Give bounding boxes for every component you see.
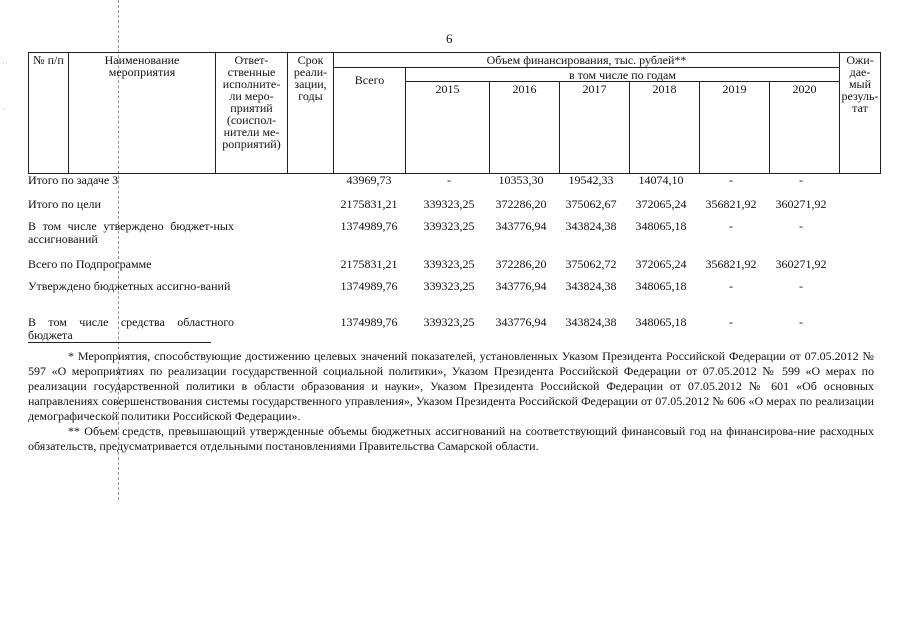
row-label: Итого по задаче 3 [28,173,119,187]
footnote-presidential-decrees: * Мероприятия, способствующие достижению целевых значений показателей, установленных Указом Президента Российской Федерации от 07.05.2012 № 597 «О мероприятиях по реализации государственной социальной политики», Указом Президента Российской Федерации от 07.05.2012 № 599 «О мерах по реализации государственной политики в области образования и науки», Указом Президента Российской Федерации от 07.05.2012 № 601 «Об основных направлениях совершенствования системы государственного управления», Указом Президента Российской Федерации от 07.05.2012 № 606 «О мерах по реализации демографической политики Российской Федерации». [28,349,874,423]
cell-2015: 339323,25 [423,197,475,211]
cell-total: 1374989,76 [340,219,398,233]
header-number: № п/п [29,53,69,174]
cell-2018: 348065,18 [635,279,687,293]
header-year-2016: 2016 [490,82,560,174]
header-year-2020: 2020 [770,82,840,174]
cell-2018: 372065,24 [635,257,687,271]
header-year-2019: 2019 [700,82,770,174]
cell-2018: 348065,18 [635,219,687,233]
footnote-excess-funding: ** Объем средств, превышающий утвержденные объемы бюджетных ассигнований на соответствующий финансовый год на финансирова-ние расходных обязательств, предусматривается отдельными постановлениями Правительства Самарской области. [28,424,874,453]
header-responsible: Ответ-ственные исполните-ли меро-приятий (соиспол-нители ме-роприятий) [216,53,288,174]
cell-total: 1374989,76 [340,315,398,329]
cell-2016: 372286,20 [495,197,547,211]
cell-2019: - [729,219,733,233]
cell-2019: 356821,92 [705,257,757,271]
cell-2020: - [799,173,803,187]
cell-2018: 348065,18 [635,315,687,329]
header-year-2015: 2015 [406,82,490,174]
header-funding: Объем финансирования, тыс. рублей** [334,53,840,68]
row-label: Итого по цели [28,197,101,211]
cell-2016: 372286,20 [495,257,547,271]
cell-2016: 343776,94 [495,279,547,293]
cell-2020: - [799,219,803,233]
cell-2015: 339323,25 [423,279,475,293]
header-name: Наименование мероприятия [69,53,216,174]
cell-2020: 360271,92 [775,197,827,211]
cell-2017: 343824,38 [565,315,617,329]
row-label: В том числе средства областного бюджета [28,315,234,342]
header-year-2018: 2018 [630,82,700,174]
header-result: Ожи-дае-мый резуль-тат [840,53,881,174]
cell-2017: 375062,67 [565,197,617,211]
footnotes [28,349,874,454]
cell-2017: 19542,33 [568,173,614,187]
header-by-years: в том числе по годам [406,68,840,82]
header-year-2017: 2017 [560,82,630,174]
header-term: Срок реали-зации, годы [288,53,334,174]
cell-total: 43969,73 [346,173,392,187]
cell-2017: 375062,72 [565,257,617,271]
cell-2018: 372065,24 [635,197,687,211]
cell-2016: 343776,94 [495,315,547,329]
page-number: 6 [446,31,453,46]
cell-2018: 14074,10 [638,173,684,187]
cell-2016: 10353,30 [498,173,544,187]
cell-2020: - [799,315,803,329]
footnote-divider [28,342,211,343]
cell-2020: 360271,92 [775,257,827,271]
funding-table-header [28,52,881,174]
cell-2015: 339323,25 [423,219,475,233]
cell-2019: 356821,92 [705,197,757,211]
row-label: Всего по Подпрограмме [28,257,152,271]
cell-total: 2175831,21 [340,257,398,271]
cell-2016: 343776,94 [495,219,547,233]
cell-total: 2175831,21 [340,197,398,211]
row-label: Утверждено бюджетных ассигно-ваний [28,279,231,293]
scan-margin-mark: ⋅⋅ [2,58,9,68]
cell-2019: - [729,279,733,293]
cell-2015: 339323,25 [423,315,475,329]
cell-2020: - [799,279,803,293]
cell-2015: - [447,173,451,187]
cell-2015: 339323,25 [423,257,475,271]
scan-margin-mark: ⋅ [2,104,6,114]
cell-2017: 343824,38 [565,279,617,293]
cell-2019: - [729,315,733,329]
cell-2017: 343824,38 [565,219,617,233]
cell-2019: - [729,173,733,187]
cell-total: 1374989,76 [340,279,398,293]
header-total: Всего [334,68,406,174]
row-label: В том числе утверждено бюджет-ных ассигнований [28,219,234,246]
